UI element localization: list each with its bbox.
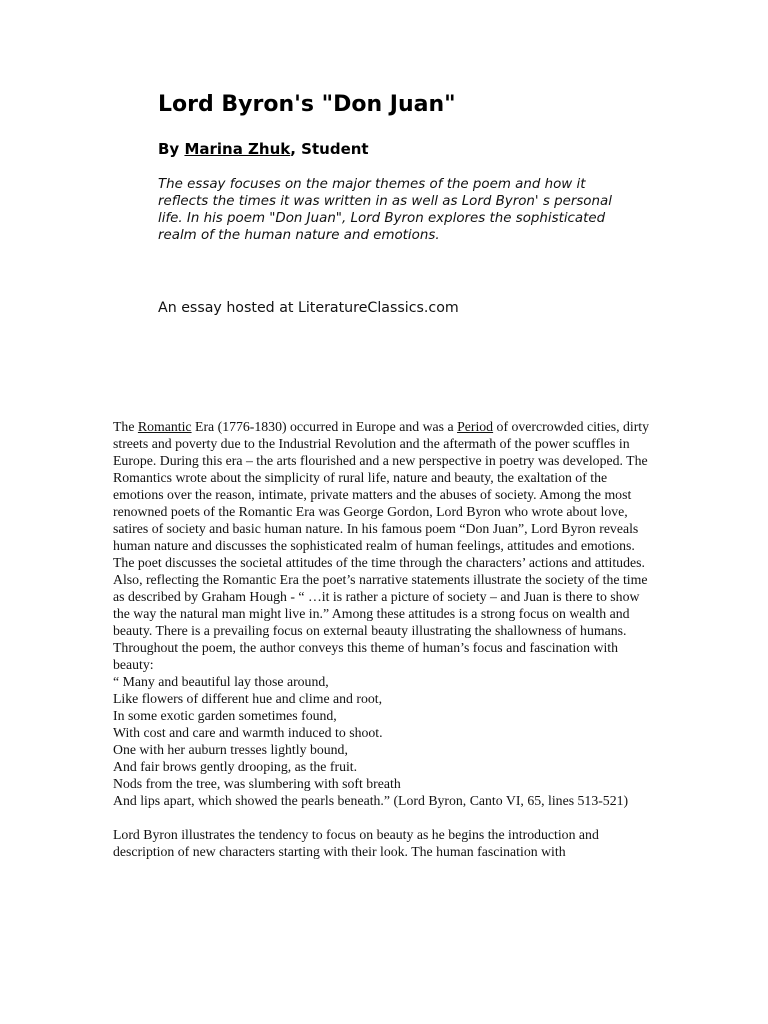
poem-line: “ Many and beautiful lay those around, bbox=[113, 674, 329, 689]
author-link[interactable]: Marina Zhuk bbox=[184, 140, 291, 158]
paragraph-1-text-a: The bbox=[113, 419, 138, 434]
paragraph-1 bbox=[113, 418, 655, 554]
poem-line: And fair brows gently drooping, as the fruit. bbox=[113, 759, 358, 774]
poem-line: One with her auburn tresses lightly bound, bbox=[113, 742, 348, 757]
page-title: Lord Byron's "Don Juan" bbox=[158, 92, 456, 117]
paragraph-2: The poet discusses the societal attitudes of the time through the characters’ actions and attitudes. Also, reflecting the Romantic Era the poet’s narrative statements illustrate the society of the time as described by Graham Hough - “ …it is rather a picture of society – and Juan is there to show the way the natural man might live in.” Among these attitudes is a strong focus on wealth and beauty. There is a prevailing focus on external beauty illustrating the shallowness of humans. Throughout the poem, the author conveys this theme of human’s focus and fascination with beauty: bbox=[113, 555, 648, 672]
poem-line: With cost and care and warmth induced to shoot. bbox=[113, 725, 383, 740]
paragraph-1-text-b: Era (1776-1830) occurred in Europe and was a bbox=[191, 419, 458, 434]
poem-line: In some exotic garden sometimes found, bbox=[113, 708, 337, 723]
hosted-note: An essay hosted at LiteratureClassics.com bbox=[158, 300, 459, 316]
byline bbox=[158, 140, 613, 158]
essay-header bbox=[158, 88, 613, 317]
essay-body bbox=[113, 418, 655, 860]
abstract: The essay focuses on the major themes of the poem and how it reflects the times it was written in as well as Lord Byron' s personal life. In his poem "Don Juan", Lord Byron explores the sophisticated realm of the human nature and emotions. bbox=[158, 177, 612, 243]
byline-suffix: , Student bbox=[290, 140, 369, 158]
poem-line: Like flowers of different hue and clime and root, bbox=[113, 691, 383, 706]
byline-prefix: By bbox=[158, 140, 185, 158]
poem-line: Nods from the tree, was slumbering with soft breath bbox=[113, 776, 401, 791]
paragraph-spacer bbox=[113, 809, 655, 826]
paragraph-1-text-c: of overcrowded cities, dirty streets and poverty due to the Industrial Revolution and the aftermath of the power scuffles in Europe. During this era – the arts flourished and a new perspective in poetry was developed. The Romantics wrote about the simplicity of rural life, nature and beauty, the exaltation of the emotions over the reason, intimate, private matters and the abuses of society. Among the most renowned poets of the Romantic Era was George Gordon, Lord Byron who wrote about love, satires of society and basic human nature. In his famous poem “Don Juan”, Lord Byron reveals human nature and discusses the sophisticated realm of human feelings, attitudes and emotions. bbox=[113, 419, 650, 553]
period-link[interactable]: Period bbox=[457, 419, 494, 434]
romantic-link[interactable]: Romantic bbox=[137, 419, 192, 434]
poem-line: And lips apart, which showed the pearls beneath.” (Lord Byron, Canto VI, 65, lines 513-521) bbox=[113, 793, 629, 808]
paragraph-3: Lord Byron illustrates the tendency to focus on beauty as he begins the introduction and description of new characters starting with their look. The human fascination with bbox=[113, 827, 599, 859]
